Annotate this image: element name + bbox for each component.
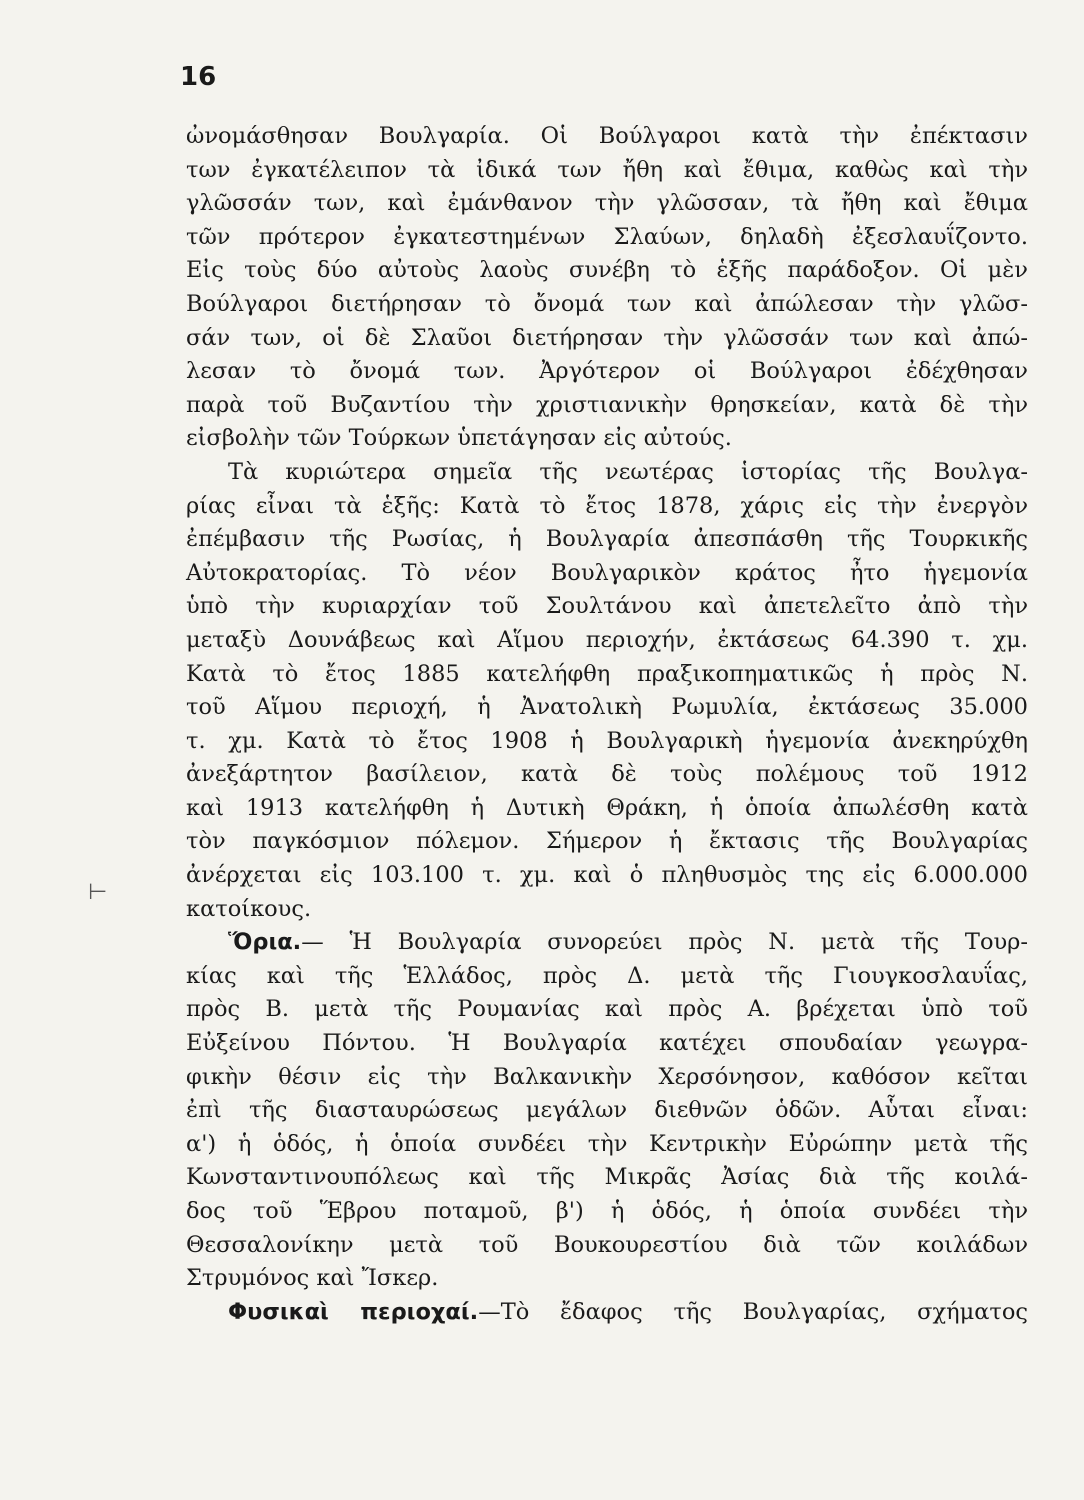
paragraph-1-line: Βούλγαροι διετήρησαν τὸ ὄνομά των καὶ ἀπώλεσαν τὴν γλῶσ-: [186, 290, 1028, 317]
paragraph-2-line: καὶ 1913 κατελήφθη ἡ Δυτικὴ Θράκη, ἡ ὁποία ἀπωλέσθη κατὰ: [186, 794, 1028, 821]
paragraph-1-line: των ἐγκατέλειπον τὰ ἰδικά των ἤθη καὶ ἔθιμα, καθὼς καὶ τὴν: [186, 156, 1028, 183]
paragraph-3-line: Θεσσαλονίκην μετὰ τοῦ Βουκουρεστίου διὰ τῶν κοιλάδων: [186, 1231, 1028, 1258]
paragraph-1-line: ὠνομάσθησαν Βουλγαρία. Οἱ Βούλγαροι κατὰ τὴν ἐπέκτασιν: [186, 123, 1028, 149]
paragraph-2-line: κατοίκους.: [186, 895, 312, 922]
paragraph-3-line: Εὐξείνου Πόντου. Ἡ Βουλγαρία κατέχει σπουδαίαν γεωγρα-: [186, 1030, 1028, 1057]
paragraph-2-line: τ. χμ. Κατὰ τὸ ἔτος 1908 ἡ Βουλγαρικὴ ἡγεμονία ἀνεκηρύχθη: [186, 727, 1028, 754]
paragraph-4-first-line: [186, 1296, 1028, 1330]
paragraph-2-line: ἀνεξάρτητον βασίλειον, κατὰ δὲ τοὺς πολέμους τοῦ 1912: [186, 761, 1028, 788]
paragraph-2-line: μεταξὺ Δουνάβεως καὶ Αἵμου περιοχήν, ἐκτάσεως 64.390 τ. χμ.: [186, 626, 1028, 653]
paragraph-2-line: ὑπὸ τὴν κυριαρχίαν τοῦ Σουλτάνου καὶ ἀπετελεῖτο ἀπὸ τὴν: [186, 593, 1028, 620]
paragraph-2-line: ἀνέρχεται εἰς 103.100 τ. χμ. καὶ ὁ πληθυσμὸς της εἰς 6.000.000: [186, 862, 1028, 889]
paragraph-3-line: φικὴν θέσιν εἰς τὴν Βαλκανικὴν Χερσόνησον, καθόσον κεῖται: [186, 1063, 1028, 1090]
paragraph-1-line: εἰσβολὴν τῶν Τούρκων ὑπετάγησαν εἰς αὐτούς.: [186, 425, 732, 452]
paragraph-3-line: κίας καὶ τῆς Ἑλλάδος, πρὸς Δ. μετὰ τῆς Γιουγκοσλαυΐας,: [186, 962, 1028, 989]
paragraph-1-line: παρὰ τοῦ Βυζαντίου τὴν χριστιανικὴν θρησκείαν, κατὰ δὲ τὴν: [186, 391, 1028, 418]
paragraph-2-line: ἐπέμβασιν τῆς Ρωσίας, ἡ Βουλγαρία ἀπεσπάσθη τῆς Τουρκικῆς: [186, 526, 1028, 553]
section-heading-borders: Ὅρια.: [228, 929, 302, 956]
paragraph-1-line: Εἰς τοὺς δύο αὐτοὺς λαοὺς συνέβη τὸ ἑξῆς παράδοξον. Οἱ μὲν: [186, 257, 1028, 284]
paragraph-2-line: ρίας εἶναι τὰ ἑξῆς: Κατὰ τὸ ἔτος 1878, χάρις εἰς τὴν ἐνεργὸν: [186, 492, 1028, 519]
paragraph-2-line: τὸν παγκόσμιον πόλεμον. Σήμερον ἡ ἔκτασις τῆς Βουλγαρίας: [186, 828, 1028, 855]
body-text: [186, 120, 1028, 1329]
paragraph-2-line: Τὰ κυριώτερα σημεῖα τῆς νεωτέρας ἱστορίας τῆς Βουλγα-: [228, 458, 1028, 485]
paragraph-1-line: γλῶσσάν των, καὶ ἐμάνθανον τὴν γλῶσσαν, τὰ ἤθη καὶ ἔθιμα: [186, 190, 1028, 217]
paragraph-1-line: τῶν πρότερον ἐγκατεστημένων Σλαύων, δηλαδὴ ἐξεσλαυΐζοντο.: [186, 223, 1028, 250]
paragraph-3-line: α') ἡ ὁδός, ἡ ὁποία συνδέει τὴν Κεντρικὴν Εὐρώπην μετὰ τῆς: [186, 1130, 1028, 1157]
section-heading-natural-regions: Φυσικαὶ περιοχαί.: [228, 1298, 479, 1325]
paragraph-2-line: τοῦ Αἵμου περιοχή, ἡ Ἀνατολικὴ Ρωμυλία, ἐκτάσεως 35.000: [186, 694, 1028, 721]
page-number: 16: [180, 62, 217, 92]
paragraph-2-line: Κατὰ τὸ ἔτος 1885 κατελήφθη πραξικοπηματικῶς ἡ πρὸς Ν.: [186, 660, 1028, 687]
paragraph-3-line: Κωνσταντινουπόλεως καὶ τῆς Μικρᾶς Ἀσίας διὰ τῆς κοιλά-: [186, 1164, 1028, 1191]
paragraph-3-first-text: — Ἡ Βουλγαρία συνορεύει πρὸς Ν. μετὰ τῆς Τουρ-: [301, 929, 1028, 956]
margin-mark: ⊢: [88, 880, 108, 905]
paragraph-1-line: λεσαν τὸ ὄνομά των. Ἀργότερον οἱ Βούλγαροι ἐδέχθησαν: [186, 358, 1028, 385]
paragraph-1-line: σάν των, οἱ δὲ Σλαῦοι διετήρησαν τὴν γλῶσσάν των καὶ ἀπώ-: [186, 324, 1028, 351]
paragraph-4-first-text: —Τὸ ἔδαφος τῆς Βουλγαρίας, σχήματος: [478, 1298, 1028, 1325]
paragraph-3-line: πρὸς Β. μετὰ τῆς Ρουμανίας καὶ πρὸς Α. βρέχεται ὑπὸ τοῦ: [186, 996, 1028, 1023]
paragraph-3-line: ἐπὶ τῆς διασταυρώσεως μεγάλων διεθνῶν ὁδῶν. Αὗται εἶναι:: [186, 1097, 1028, 1124]
paragraph-3-first-line: [186, 926, 1028, 960]
paragraph-2-line: Αὐτοκρατορίας. Τὸ νέον Βουλγαρικὸν κράτος ἦτο ἡγεμονία: [186, 559, 1028, 586]
paragraph-3-line: Στρυμόνος καὶ Ἴσκερ.: [186, 1265, 439, 1292]
paragraph-3-line: δος τοῦ Ἕβρου ποταμοῦ, β') ἡ ὁδός, ἡ ὁποία συνδέει τὴν: [186, 1198, 1028, 1224]
